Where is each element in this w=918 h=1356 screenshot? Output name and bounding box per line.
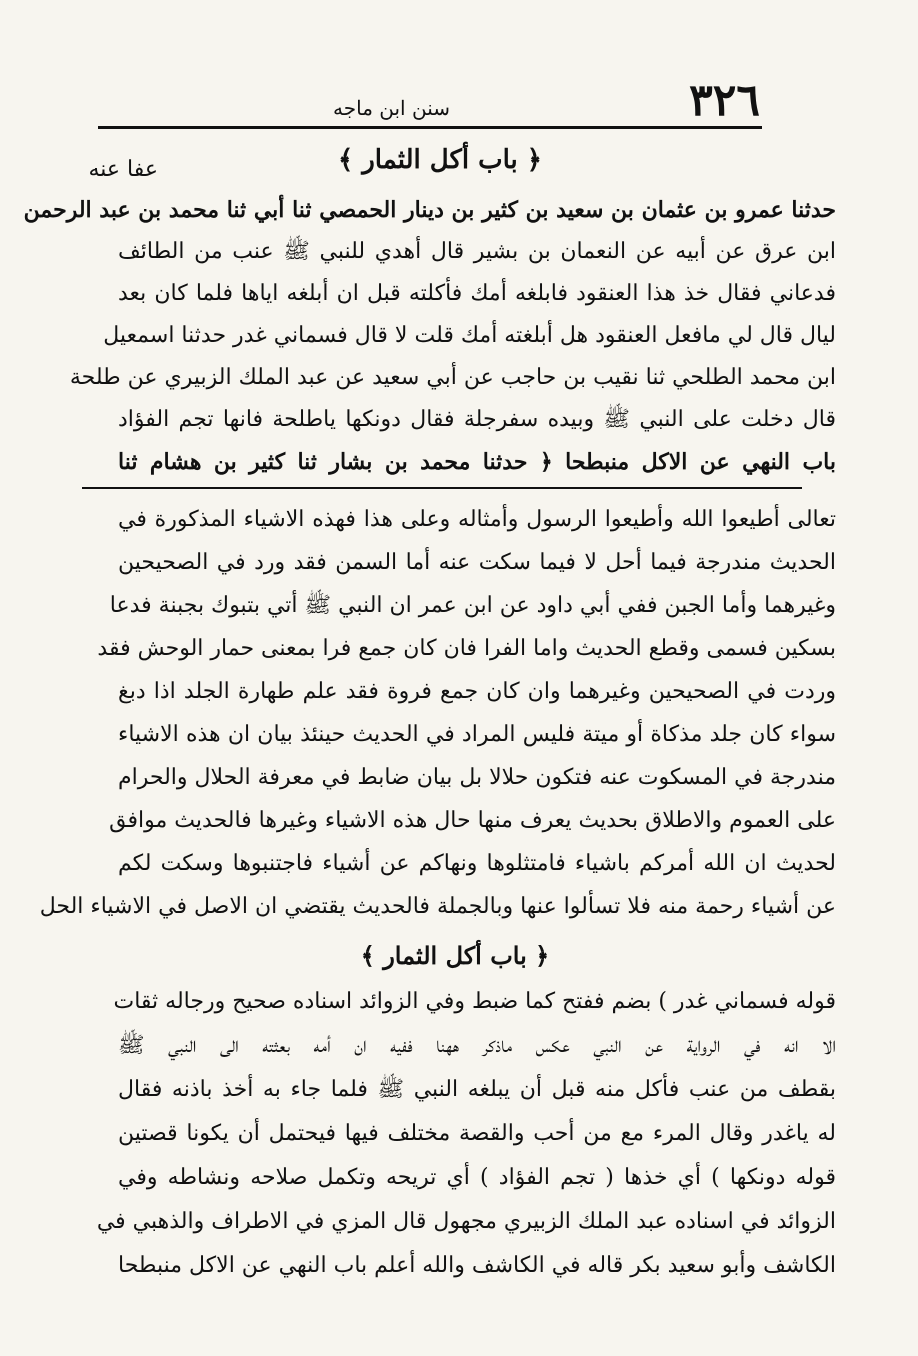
- commentary-line: وردت في الصحيحين وغيرهما وان كان جمع فروة فقد علم طهارة الجلد اذا دبغ: [118, 679, 836, 704]
- commentary-line: مندرجة في المسكوت عنه فتكون حلالا بل بيان ضابط في معرفة الحلال والحرام: [118, 765, 836, 790]
- hadith-line: فدعاني فقال خذ هذا العنقود فابلغه أمك فأكلته قبل ان أبلغه اياها فلما كان بعد: [118, 281, 836, 306]
- commentary-line: لحديث ان الله أمركم باشياء فامتثلوها ونهاكم عن أشياء فاجتنبوها وسكت لكم: [118, 851, 836, 876]
- hadith-line: ابن محمد الطلحي ثنا نقيب بن حاجب عن أبي سعيد عن عبد الملك الزبيري عن طلحة: [69, 365, 836, 390]
- commentary-line: تعالى أطيعوا الله وأطيعوا الرسول وأمثاله وعلى هذا فهذه الاشياء المذكورة في: [118, 507, 836, 532]
- margin-note: عفا عنه: [88, 157, 158, 182]
- header-rule: [98, 126, 762, 129]
- section-divider: [82, 487, 802, 489]
- commentary-section-title: ﴿ باب أكل الثمار ﴾: [360, 941, 550, 970]
- commentary-line: الا انه في الرواية عن النبي عكس ماذكر ههنا ففيه ان أمه بعثته الى النبي ﷺ: [118, 1033, 836, 1058]
- hadith-line: ابن عرق عن أبيه عن النعمان بن بشير قال أهدي للنبي ﷺ عنب من الطائف: [118, 239, 836, 264]
- commentary-line: عن أشياء رحمة منه فلا تسألوا عنها وبالجملة فالحديث يقتضي ان الاصل في الاشياء الحل: [39, 894, 836, 919]
- commentary-line: سواء كان جلد مذكاة أو ميتة فليس المراد في الحديث حينئذ بيان ان هذه الاشياء: [118, 722, 836, 747]
- page-header: [100, 75, 770, 126]
- commentary-line: الزوائد في اسناده عبد الملك الزبيري مجهول قال المزي في الاطراف والذهبي في: [96, 1209, 836, 1234]
- commentary-line: له ياغدر وقال المرء مع من أحب والقصة مختلف فيها فيحتمل أن يكونا قصتين: [118, 1121, 836, 1146]
- page-number: ٣٢٦: [689, 75, 760, 126]
- commentary-line: الحديث مندرجة فيما أحل لا فيما سكت عنه أما السمن فقد ورد في الصحيحين: [118, 550, 836, 575]
- hadith-line: باب النهي عن الاكل منبطحا ﴿ حدثنا محمد بن بشار ثنا كثير بن هشام ثنا: [118, 449, 836, 475]
- commentary-line: قوله دونكها ) أي خذها ( تجم الفؤاد ) أي تريحه وتكمل صلاحه ونشاطه وفي: [118, 1165, 836, 1190]
- commentary-line: على العموم والاطلاق بحديث يعرف منها حال هذه الاشياء وغيرها فالحديث موافق: [109, 808, 836, 833]
- chapter-title: ﴿ باب أكل الثمار ﴾: [337, 145, 543, 175]
- hadith-line: ليال قال لي مافعل العنقود هل أبلغته أمك قلت لا قال فسماني غدر حدثنا اسمعيل: [103, 323, 836, 348]
- commentary-line: بسكين فسمى وقطع الحديث واما الفرا فان كان جمع فرا بمعنى حمار الوحش فقد: [97, 636, 836, 661]
- hadith-line: حدثنا عمرو بن عثمان بن سعيد بن كثير بن دينار الحمصي ثنا أبي ثنا محمد بن عبد الرحمن: [23, 197, 836, 223]
- commentary-line: قوله فسماني غدر ) بضم ففتح كما ضبط وفي الزوائد اسناده صحيح ورجاله ثقات: [113, 989, 836, 1014]
- hadith-line: قال دخلت على النبي ﷺ وبيده سفرجلة فقال دونكها ياطلحة فانها تجم الفؤاد: [118, 407, 836, 432]
- commentary-line: بقطف من عنب فأكل منه قبل أن يبلغه النبي ﷺ فلما جاء به أخذ باذنه فقال: [118, 1077, 837, 1102]
- commentary-line: وغيرهما وأما الجبن ففي أبي داود عن ابن عمر ان النبي ﷺ أتي بتبوك بجبنة فدعا: [109, 593, 836, 618]
- commentary-line: الكاشف وأبو سعيد بكر قاله في الكاشف والله أعلم باب النهي عن الاكل منبطحا: [118, 1253, 836, 1278]
- running-title: سنن ابن ماجه: [333, 96, 450, 120]
